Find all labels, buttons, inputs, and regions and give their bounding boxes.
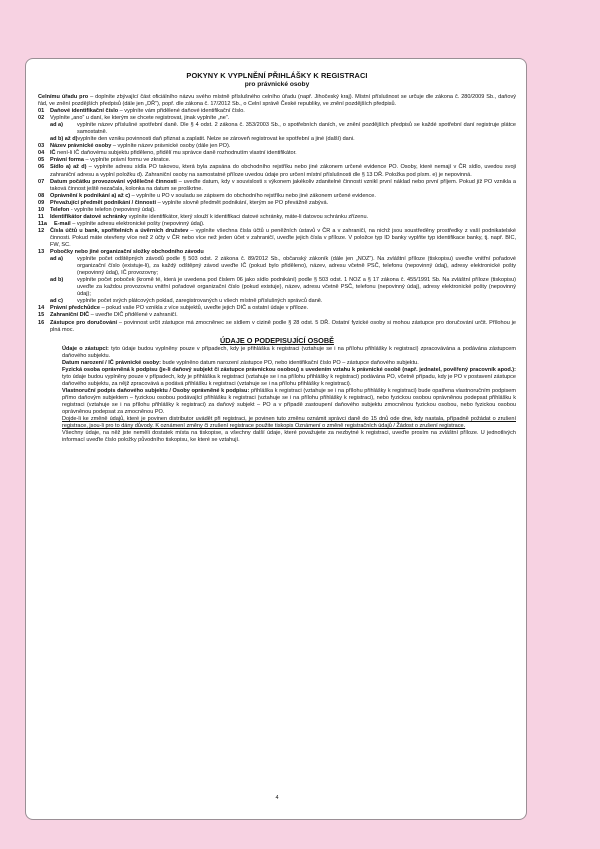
- signatory-heading: Údaje o zástupci:: [62, 345, 109, 352]
- instruction-item-12: [38, 228, 516, 249]
- item-body: [50, 193, 516, 200]
- item-text: – pokud vaše PO vznikla z více subjektů, uveďte jejich DIČ a ostatní údaje v příloze.: [99, 305, 309, 312]
- instruction-item-15: [38, 312, 516, 319]
- intro-text: – doplníte zbývající část oficiálního názvu svého místně příslušného celního úřadu (např. Jihočeský kraj). Místní příslušnost se určuje dle zákona č. 280/2009 Sb., daňový řád, ve znění pozdějších předpisů (dále jen „DŘ“), popř. dle zákona č. 17/2012 Sb., o Celní správě České republiky, ve znění pozdějších předpisů.: [38, 94, 516, 108]
- instruction-item-07: [38, 179, 516, 193]
- instruction-item-09: [38, 200, 516, 207]
- item-heading: Daňové identifikační číslo: [50, 108, 119, 115]
- item-number: 01: [38, 108, 45, 115]
- item-body: [50, 164, 516, 178]
- item-body: [50, 228, 516, 249]
- item-number: 07: [38, 178, 45, 185]
- item-heading: Sídlo a) až d): [50, 164, 87, 171]
- item-text: – vyplníte název právnické osoby (dále jen PO).: [111, 143, 231, 150]
- sub-item-label: ad b) až d): [50, 136, 78, 143]
- page-title: POKYNY K VYPLNĚNÍ PŘIHLÁŠKY K REGISTRACI: [186, 71, 368, 80]
- item-number: 02: [38, 115, 45, 122]
- item-text: není-li IČ daňovému subjektu přiděleno, přidělí mu správce daně rozhodnutím vlastní identifikátor.: [55, 150, 297, 157]
- form-sheet: [25, 58, 527, 820]
- sub-item-text: vyplníte název příslušné spotřební daně. Dle § 4 odst. 2 zákona č. 353/2003 Sb., o spotřebních daních, ve znění pozdějších předpisů se každé spotřební daní registruje plátce samostatně.: [77, 122, 516, 136]
- page-number: 4: [275, 795, 279, 801]
- item-heading: Zahraniční DIČ: [50, 312, 90, 319]
- instruction-item-11: [38, 214, 516, 221]
- sub-item-text: vyplníte počet odštěpných závodů podle § 503 odst. 2 zákona č. 89/2012 Sb., občanský zákoník (dále jen „NOZ“). Na zvláštní příloze (tiskopisu) uveďte vnitřní pořadové organizační číslo (existuje-li), za každý odštěpný závod uveďte IČ (pokud bylo přiděleno), název, adresu včetně PSČ, telefonu (nepovinný údaj), adresy elektronické pošty (nepovinný údaj), IČ provozovny;: [77, 256, 516, 277]
- signatory-paragraph: [62, 367, 516, 388]
- item-text: – povinnost určit zástupce má zmocněnec se sídlem v cizině podle § 28 odst. 5 DŘ. Ostatní fyzické osoby si mohou zástupce pro doručování určit. Přílohou je plná moc.: [50, 319, 516, 333]
- signatory-heading: Fyzická osoba oprávněná k podpisu (je-li daňový subjekt či zástupce právnickou osobou) s uvedením vztahu k právnické osobě (např. jednatel, pověřený pracovník apod.):: [62, 366, 516, 373]
- item-text: – vyplníte právní formu ve zkratce.: [83, 157, 171, 164]
- item-heading: IČ: [50, 150, 56, 157]
- item-number: 04: [38, 150, 45, 157]
- item-heading: Identifikátor datové schránky: [50, 213, 128, 220]
- item-body: [50, 312, 516, 319]
- instruction-item-06: [38, 164, 516, 178]
- sub-item-label: ad b): [50, 277, 64, 284]
- sub-item: [38, 136, 516, 143]
- item-number: 11: [38, 213, 44, 220]
- item-number: 05: [38, 157, 45, 164]
- item-text: – vyplníte všechna čísla účtů u peněžních ústavů v ČR a v zahraničí, na nichž jsou soustředěny prostředky z vaší podnikatelské činnosti. Pokud máte otevřeny více než 2 účty v ČR nebo více než jeden účet v zahraničí, uveďte jejich čísla v příloze. V položce typ ID banky vyplňte typ identifikace banky, tj. např. BIC, FW, SC.: [50, 227, 516, 248]
- item-body: [50, 150, 516, 157]
- item-body: [50, 207, 516, 214]
- item-text: – uveďte DIČ přidělené v zahraničí.: [89, 312, 178, 319]
- item-body: [50, 214, 516, 221]
- item-number: 08: [38, 192, 45, 199]
- item-body: [50, 108, 516, 115]
- item-number: 13: [38, 249, 45, 256]
- sub-item-text: vyplníte počet svých plátcových poklad, zaregistrovaných u všech místně příslušných správců daně.: [77, 298, 323, 305]
- item-heading: Právní předchůdce: [50, 305, 100, 312]
- signatory-text: přihláška k registraci (vztahuje se i na přílohu přihlášky k registraci) bude opatřena vlastnoručním podpisem přímo daňovým subjektem – fyzickou osobou podávající přihlášku k registraci (vztahuje se i na přílohu přihlášky k registraci), nebo fyzickou osobou oprávněnou podepsat přihlášku k registraci (vztahuje se i na přílohu přihlášky k registraci) za daňový subjekt – PO a v případě zastoupení daňového subjektu zmocněnou fyzickou osobou, nebo fyzickou osobou oprávněnou podepsat za zmocněnou PO.: [62, 387, 516, 416]
- signatory-paragraph: [62, 346, 516, 360]
- item-text: – vyplníte adresu elektronické pošty (nepovinný údaj).: [70, 220, 205, 227]
- item-body: [50, 320, 516, 334]
- sub-item-label: ad a): [50, 122, 63, 129]
- signatory-text: tyto údaje budou vyplněny pouze v případech, kdy je přihláška k registraci (vztahuje se i na přílohu přihlášky k registraci) zpracovávána a podávána zástupcem daňového subjektu.: [62, 345, 516, 359]
- page-subtitle: pro právnické osoby: [244, 81, 310, 88]
- item-heading: Telefon: [50, 206, 70, 213]
- change-notice-block: [38, 416, 516, 444]
- sub-item: [38, 256, 516, 277]
- signatory-paragraph: [62, 360, 516, 367]
- item-heading: Pobočky nebo jiné organizační složky obchodního závodu: [50, 249, 204, 256]
- sub-item: [38, 122, 516, 136]
- sub-item-label: ad c): [50, 298, 63, 305]
- item-number: 11a: [38, 220, 47, 227]
- item-heading: E-mail: [54, 220, 71, 227]
- item-text: – vyplníte vám přidělené daňové identifikační číslo.: [118, 108, 245, 115]
- instruction-item-11a: [38, 221, 516, 228]
- item-number: 14: [38, 305, 45, 312]
- item-text: – uveďte datum, kdy v souvislosti s výkonem jakékoliv zdanitelné činnosti vznikl první náklad nebo první příjem. Pokud jíž PO vznikla a taková činnost ještě nezačala, kolonka na datum se proškrtne.: [50, 178, 516, 192]
- item-text: - vyplníte telefon (nepovinný údaj).: [69, 206, 156, 213]
- sub-item-text: vyplníte počet poboček (kromě té, která je uvedena pod číslem 06 jako sídlo podnikání) podle § 503 odst. 1 NOZ a § 17 zákona č. 455/1991 Sb. Na zvláštní příloze (tiskopisu) uveďte za každou provozovnu vnitřní pořadové organizační číslo (pokud existuje), název, adresu včetně PSČ, telefonu (nepovinný údaj), adresy elektronické pošty (nepovinný údaj);: [77, 277, 516, 298]
- item-text: – vyplníte adresu sídla PO takovou, která byla zapsána do obchodního rejstříku nebo jiné zákonem určené evidence PO. Osoby, které nemají v ČR sídlo, uvedou svoji zahraniční adresu a vyplní položku d). Zahraniční osoby na samostatné příloze uvedou údaje pro určení místní příslušnosti dle § 13 DŘ. Položka pod písm. e) je nepovinná.: [50, 164, 516, 178]
- item-number: 03: [38, 143, 45, 150]
- section-signatory-title: ÚDAJE O PODEPISUJÍCÍ OSOBĚ: [220, 335, 334, 345]
- signatory-text: bude vyplněno datum narození zástupce PO, nebo identifikační číslo PO – zástupce daňového subjektu.: [160, 359, 419, 366]
- item-heading: Oprávnění k podnikání a) až c): [50, 192, 131, 199]
- item-heading: Datum počátku provozování výdělečné činnosti: [50, 178, 177, 185]
- instructions-content: [38, 71, 516, 444]
- change-notice: Dojde-li ke změně údajů, které je povinen distributor uvádět při registraci, je povinen tuto změnu oznámit správci daně do 15 dnů ode dne, kdy nastala, případně požádat o zrušení registrace, jsou-li pro to dány důvody. K oznámení změny či zrušení registrace použite tiskopis Oznámení o změně registračních údajů / Žádost o zrušení registrace.: [62, 416, 516, 430]
- intro-paragraph: [38, 94, 516, 108]
- instruction-item-16: [38, 320, 516, 334]
- item-text: Vyplníte „ano“ u daní, ke kterým se chcete registrovat, jinak vyplníte „ne“.: [50, 115, 230, 122]
- sub-item-label: ad a): [50, 256, 63, 263]
- closing-paragraph: Všechny údaje, na něž jste neměli dostatek místa na tiskopise, a všechny další údaje, které považujete za nezbytné k registraci, uveďte prosím na zvláštní příloze. U jednotlivých informací uveďte číslo položky původního tiskopisu, ke které se vztahují.: [62, 430, 516, 444]
- item-number: 12: [38, 227, 45, 234]
- sub-item: [38, 277, 516, 298]
- item-body: [54, 221, 516, 228]
- item-number: 09: [38, 199, 45, 206]
- item-heading: Zástupce pro doručování: [50, 319, 117, 326]
- item-number: 16: [38, 319, 45, 326]
- instruction-item-04: [38, 150, 516, 157]
- instruction-item-08: [38, 193, 516, 200]
- item-text: – vyplníte slovně předmět podnikání, kterým se PO převážně zabývá.: [156, 199, 329, 206]
- item-text: – vyplníte u PO v souladu se zápisem do obchodního rejstříku nebo jiné zákonem určené evidence.: [130, 192, 376, 199]
- item-heading: Právní forma: [50, 157, 84, 164]
- item-number: 10: [38, 206, 45, 213]
- item-body: [50, 179, 516, 193]
- signatory-text: tyto údaje budou vyplněny pouze v případech, kdy je přihláška k registraci (vztahuje se i na přílohu přihlášky k registraci) podávána PO, včetně případu, kdy je PO v postavení zástupce daňového subjektu, za nějž zpracovává a podává přihlášku k registraci (vztahuje se i na přílohu přihlášky k registraci).: [62, 373, 516, 387]
- signatory-paragraph: [62, 388, 516, 416]
- item-heading: Převažující předmět podnikání / činnosti: [50, 199, 157, 206]
- intro-bold: Celnímu úřadu pro: [38, 94, 89, 100]
- item-heading: Čísla účtů u bank, spořitelních a úvěrních družstev: [50, 227, 189, 234]
- item-text: vyplníte identifikátor, který slouží k identifikaci datové schránky, máte-li datovou schránku zřízenu.: [127, 213, 369, 220]
- signatory-heading: Datum narození / IČ právnické osoby:: [62, 359, 161, 366]
- item-number: 06: [38, 164, 45, 171]
- instruction-item-10: [38, 207, 516, 214]
- signatory-heading: Vlastnoruční podpis daňového subjektu / Osoby oprávněné k podpisu:: [62, 387, 250, 394]
- item-body: [50, 200, 516, 207]
- item-number: 15: [38, 312, 45, 319]
- instruction-item-01: [38, 108, 516, 115]
- item-heading: Název právnické osoby: [50, 143, 112, 150]
- sub-item-text: vyplníte den vzniku povinnosti daň přiznat a zaplatit. Nelze se zároveň registrovat ke spotřební a jiné (další) dani.: [77, 136, 355, 143]
